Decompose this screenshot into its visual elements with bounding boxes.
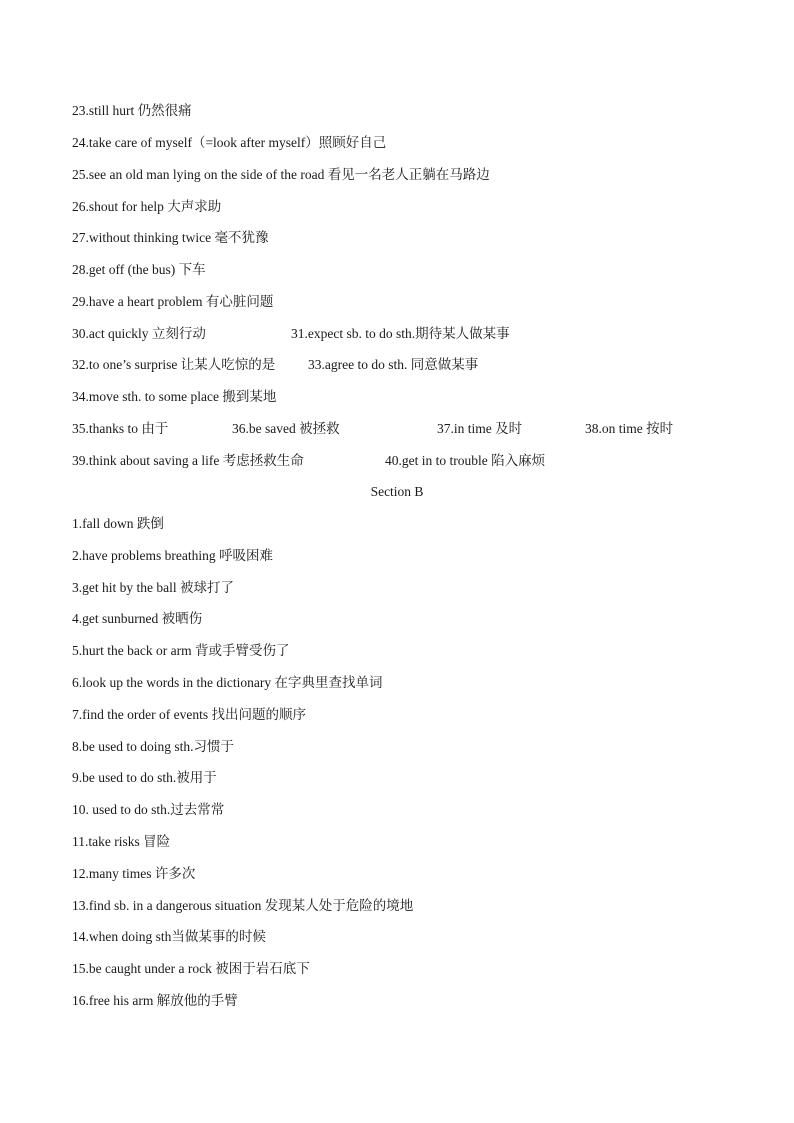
section-b-item-16: 16.free his arm 解放他的手臂 — [72, 993, 238, 1008]
section-b-item-1: 1.fall down 跌倒 — [72, 516, 164, 531]
section-b-item-13: 13.find sb. in a dangerous situation 发现某人处于危险的境地 — [72, 898, 414, 913]
section-b-item-11: 11.take risks 冒险 — [72, 834, 171, 849]
section-b-item-5: 5.hurt the back or arm 背或手臂受伤了 — [72, 643, 290, 658]
phrase-item-40: 40.get in to trouble 陷入麻烦 — [385, 453, 546, 468]
section-b-item-3: 3.get hit by the ball 被球打了 — [72, 580, 234, 595]
phrase-item-30: 30.act quickly 立刻行动 — [72, 326, 206, 341]
phrase-item-29: 29.have a heart problem 有心脏问题 — [72, 294, 274, 309]
section-b-item-9: 9.be used to do sth.被用于 — [72, 770, 217, 785]
section-b-item-8: 8.be used to doing sth.习惯于 — [72, 739, 234, 754]
section-b-item-10: 10. used to do sth.过去常常 — [72, 802, 225, 817]
phrase-item-26: 26.shout for help 大声求助 — [72, 199, 222, 214]
phrase-row-32-33 — [72, 355, 722, 375]
phrase-item-24: 24.take care of myself（=look after myself）照顾好自己 — [72, 135, 387, 150]
phrase-item-37: 37.in time 及时 — [437, 421, 523, 436]
phrase-row-30-31 — [72, 324, 722, 344]
phrase-item-28: 28.get off (the bus) 下车 — [72, 262, 206, 277]
phrase-item-35: 35.thanks to 由于 — [72, 421, 169, 436]
phrase-row-35-38 — [72, 419, 722, 439]
section-b-item-7: 7.find the order of events 找出问题的顺序 — [72, 707, 306, 722]
phrase-row-39-40 — [72, 451, 722, 471]
phrase-item-36: 36.be saved 被拯救 — [232, 421, 340, 436]
section-b-item-6: 6.look up the words in the dictionary 在字典里查找单词 — [72, 675, 383, 690]
phrase-item-34: 34.move sth. to some place 搬到某地 — [72, 389, 277, 404]
section-b-item-2: 2.have problems breathing 呼吸困难 — [72, 548, 273, 563]
phrase-item-33: 33.agree to do sth. 同意做某事 — [308, 357, 479, 372]
section-b-item-14: 14.when doing sth当做某事的时候 — [72, 929, 266, 944]
phrase-item-31: 31.expect sb. to do sth.期待某人做某事 — [291, 326, 510, 341]
section-b-item-15: 15.be caught under a rock 被困于岩石底下 — [72, 961, 310, 976]
section-b-heading: Section B — [370, 484, 424, 499]
phrase-item-32: 32.to one’s surprise 让某人吃惊的是 — [72, 357, 276, 372]
section-b-item-12: 12.many times 许多次 — [72, 866, 196, 881]
phrase-item-27: 27.without thinking twice 毫不犹豫 — [72, 230, 269, 245]
phrase-item-39: 39.think about saving a life 考虑拯救生命 — [72, 453, 304, 468]
phrase-item-23: 23.still hurt 仍然很痛 — [72, 103, 192, 118]
phrase-item-25: 25.see an old man lying on the side of the road 看见一名老人正躺在马路边 — [72, 167, 490, 182]
section-b-item-4: 4.get sunburned 被晒伤 — [72, 611, 203, 626]
phrase-item-38: 38.on time 按时 — [585, 421, 674, 436]
